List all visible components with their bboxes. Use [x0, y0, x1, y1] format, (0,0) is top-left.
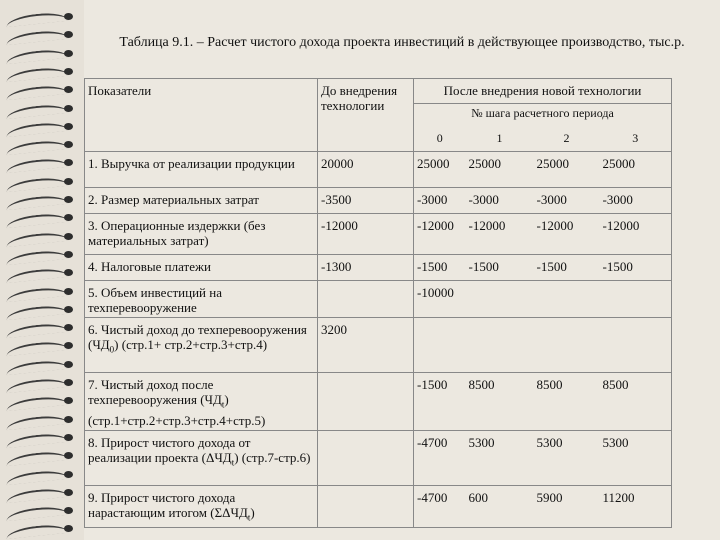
- binding-ring: [6, 380, 76, 389]
- binding-ring: [6, 197, 76, 206]
- row-step-2: 5300: [534, 430, 600, 485]
- row-step-1: 5300: [466, 430, 534, 485]
- binding-ring: [6, 51, 76, 60]
- row-label: 1. Выручка от реализации продукции: [85, 152, 318, 188]
- row-step-2: 8500: [534, 373, 600, 431]
- row-step-3: [600, 318, 672, 373]
- row-step-0: -3000: [414, 188, 466, 214]
- binding-ring: [6, 490, 76, 499]
- step-2: 2: [534, 127, 600, 152]
- row-before: 3200: [318, 318, 414, 373]
- binding-ring: [6, 526, 76, 535]
- notebook-binding: [0, 0, 84, 540]
- binding-ring: [6, 160, 76, 169]
- binding-ring: [6, 453, 76, 462]
- table-row: [85, 152, 672, 188]
- binding-ring: [6, 87, 76, 96]
- binding-ring: [6, 307, 76, 316]
- row-step-3: 5300: [600, 430, 672, 485]
- table-row: [85, 255, 672, 281]
- row-label: 3. Операционные издержки (без материальных затрат): [85, 214, 318, 255]
- binding-ring: [6, 124, 76, 133]
- row-step-1: 600: [466, 485, 534, 528]
- table-row: [85, 373, 672, 431]
- row-before: [318, 430, 414, 485]
- row-step-1: 25000: [466, 152, 534, 188]
- binding-ring: [6, 234, 76, 243]
- row-label: 4. Налоговые платежи: [85, 255, 318, 281]
- row-before: [318, 281, 414, 318]
- row-step-0: [414, 318, 466, 373]
- binding-ring: [6, 179, 76, 188]
- table-row: [85, 188, 672, 214]
- binding-ring: [6, 398, 76, 407]
- header-row: [85, 79, 672, 104]
- row-label: 8. Прирост чистого дохода от реализации проекта $(\Delta ЧД_t)$ (стр.7-стр.6): [85, 430, 318, 485]
- row-step-3: [600, 281, 672, 318]
- row-step-2: [534, 281, 600, 318]
- row-step-3: -3000: [600, 188, 672, 214]
- step-3: 3: [600, 127, 672, 152]
- binding-ring: [6, 289, 76, 298]
- row-step-1: -12000: [466, 214, 534, 255]
- row-step-0: -10000: [414, 281, 466, 318]
- row-step-2: -12000: [534, 214, 600, 255]
- binding-ring: [6, 32, 76, 41]
- row-step-1: -3000: [466, 188, 534, 214]
- binding-ring: [6, 343, 76, 352]
- table-row: [85, 214, 672, 255]
- table-title: Таблица 9.1. – Расчет чистого дохода проекта инвестиций в действующее производство, тыс.р.: [119, 35, 685, 50]
- row-step-3: -1500: [600, 255, 672, 281]
- binding-ring: [6, 472, 76, 481]
- row-step-2: -1500: [534, 255, 600, 281]
- row-step-1: [466, 281, 534, 318]
- row-label: 2. Размер материальных затрат: [85, 188, 318, 214]
- row-step-0: -1500: [414, 373, 466, 431]
- row-before: [318, 485, 414, 528]
- row-step-2: 5900: [534, 485, 600, 528]
- row-step-3: -12000: [600, 214, 672, 255]
- row-label: 6. Чистый доход до техперевооружения $(ЧД_0)$ (стр.1+ стр.2+стр.3+стр.4): [85, 318, 318, 373]
- data-table: [84, 78, 672, 528]
- binding-ring: [6, 435, 76, 444]
- row-before: -3500: [318, 188, 414, 214]
- row-step-0: -4700: [414, 430, 466, 485]
- header-step-label: № шага расчетного периода: [414, 104, 672, 127]
- table-row: [85, 318, 672, 373]
- row-step-3: 8500: [600, 373, 672, 431]
- table-row: [85, 281, 672, 318]
- row-step-2: [534, 318, 600, 373]
- row-step-0: 25000: [414, 152, 466, 188]
- row-step-2: -3000: [534, 188, 600, 214]
- row-step-0: -4700: [414, 485, 466, 528]
- table-row: [85, 485, 672, 528]
- binding-ring: [6, 362, 76, 371]
- binding-ring: [6, 325, 76, 334]
- binding-ring: [6, 417, 76, 426]
- binding-ring: [6, 142, 76, 151]
- binding-ring: [6, 14, 76, 23]
- step-0: 0: [414, 127, 466, 152]
- row-step-0: -12000: [414, 214, 466, 255]
- header-after: После внедрения новой технологии: [414, 79, 672, 104]
- row-label: 5. Объем инвестиций на техперевооружение: [85, 281, 318, 318]
- row-label: 7. Чистый доход после техперевооружения $(ЧД_t)$ (стр.1+стр.2+стр.3+стр.4+стр.5): [85, 373, 318, 431]
- row-step-1: 8500: [466, 373, 534, 431]
- binding-ring: [6, 270, 76, 279]
- row-step-1: [466, 318, 534, 373]
- binding-ring: [6, 69, 76, 78]
- header-indicators: Показатели: [85, 79, 318, 152]
- row-label: 9. Прирост чистого дохода нарастающим итогом $(\Sigma\Delta ЧД_t)$: [85, 485, 318, 528]
- binding-ring: [6, 252, 76, 261]
- step-1: 1: [466, 127, 534, 152]
- header-before: До внедрения технологии: [318, 79, 414, 152]
- row-before: -12000: [318, 214, 414, 255]
- row-step-0: -1500: [414, 255, 466, 281]
- row-step-3: 11200: [600, 485, 672, 528]
- row-step-3: 25000: [600, 152, 672, 188]
- row-step-1: -1500: [466, 255, 534, 281]
- binding-ring: [6, 508, 76, 517]
- row-before: -1300: [318, 255, 414, 281]
- row-before: [318, 373, 414, 431]
- row-before: 20000: [318, 152, 414, 188]
- row-step-2: 25000: [534, 152, 600, 188]
- binding-ring: [6, 215, 76, 224]
- table-row: [85, 430, 672, 485]
- binding-ring: [6, 106, 76, 115]
